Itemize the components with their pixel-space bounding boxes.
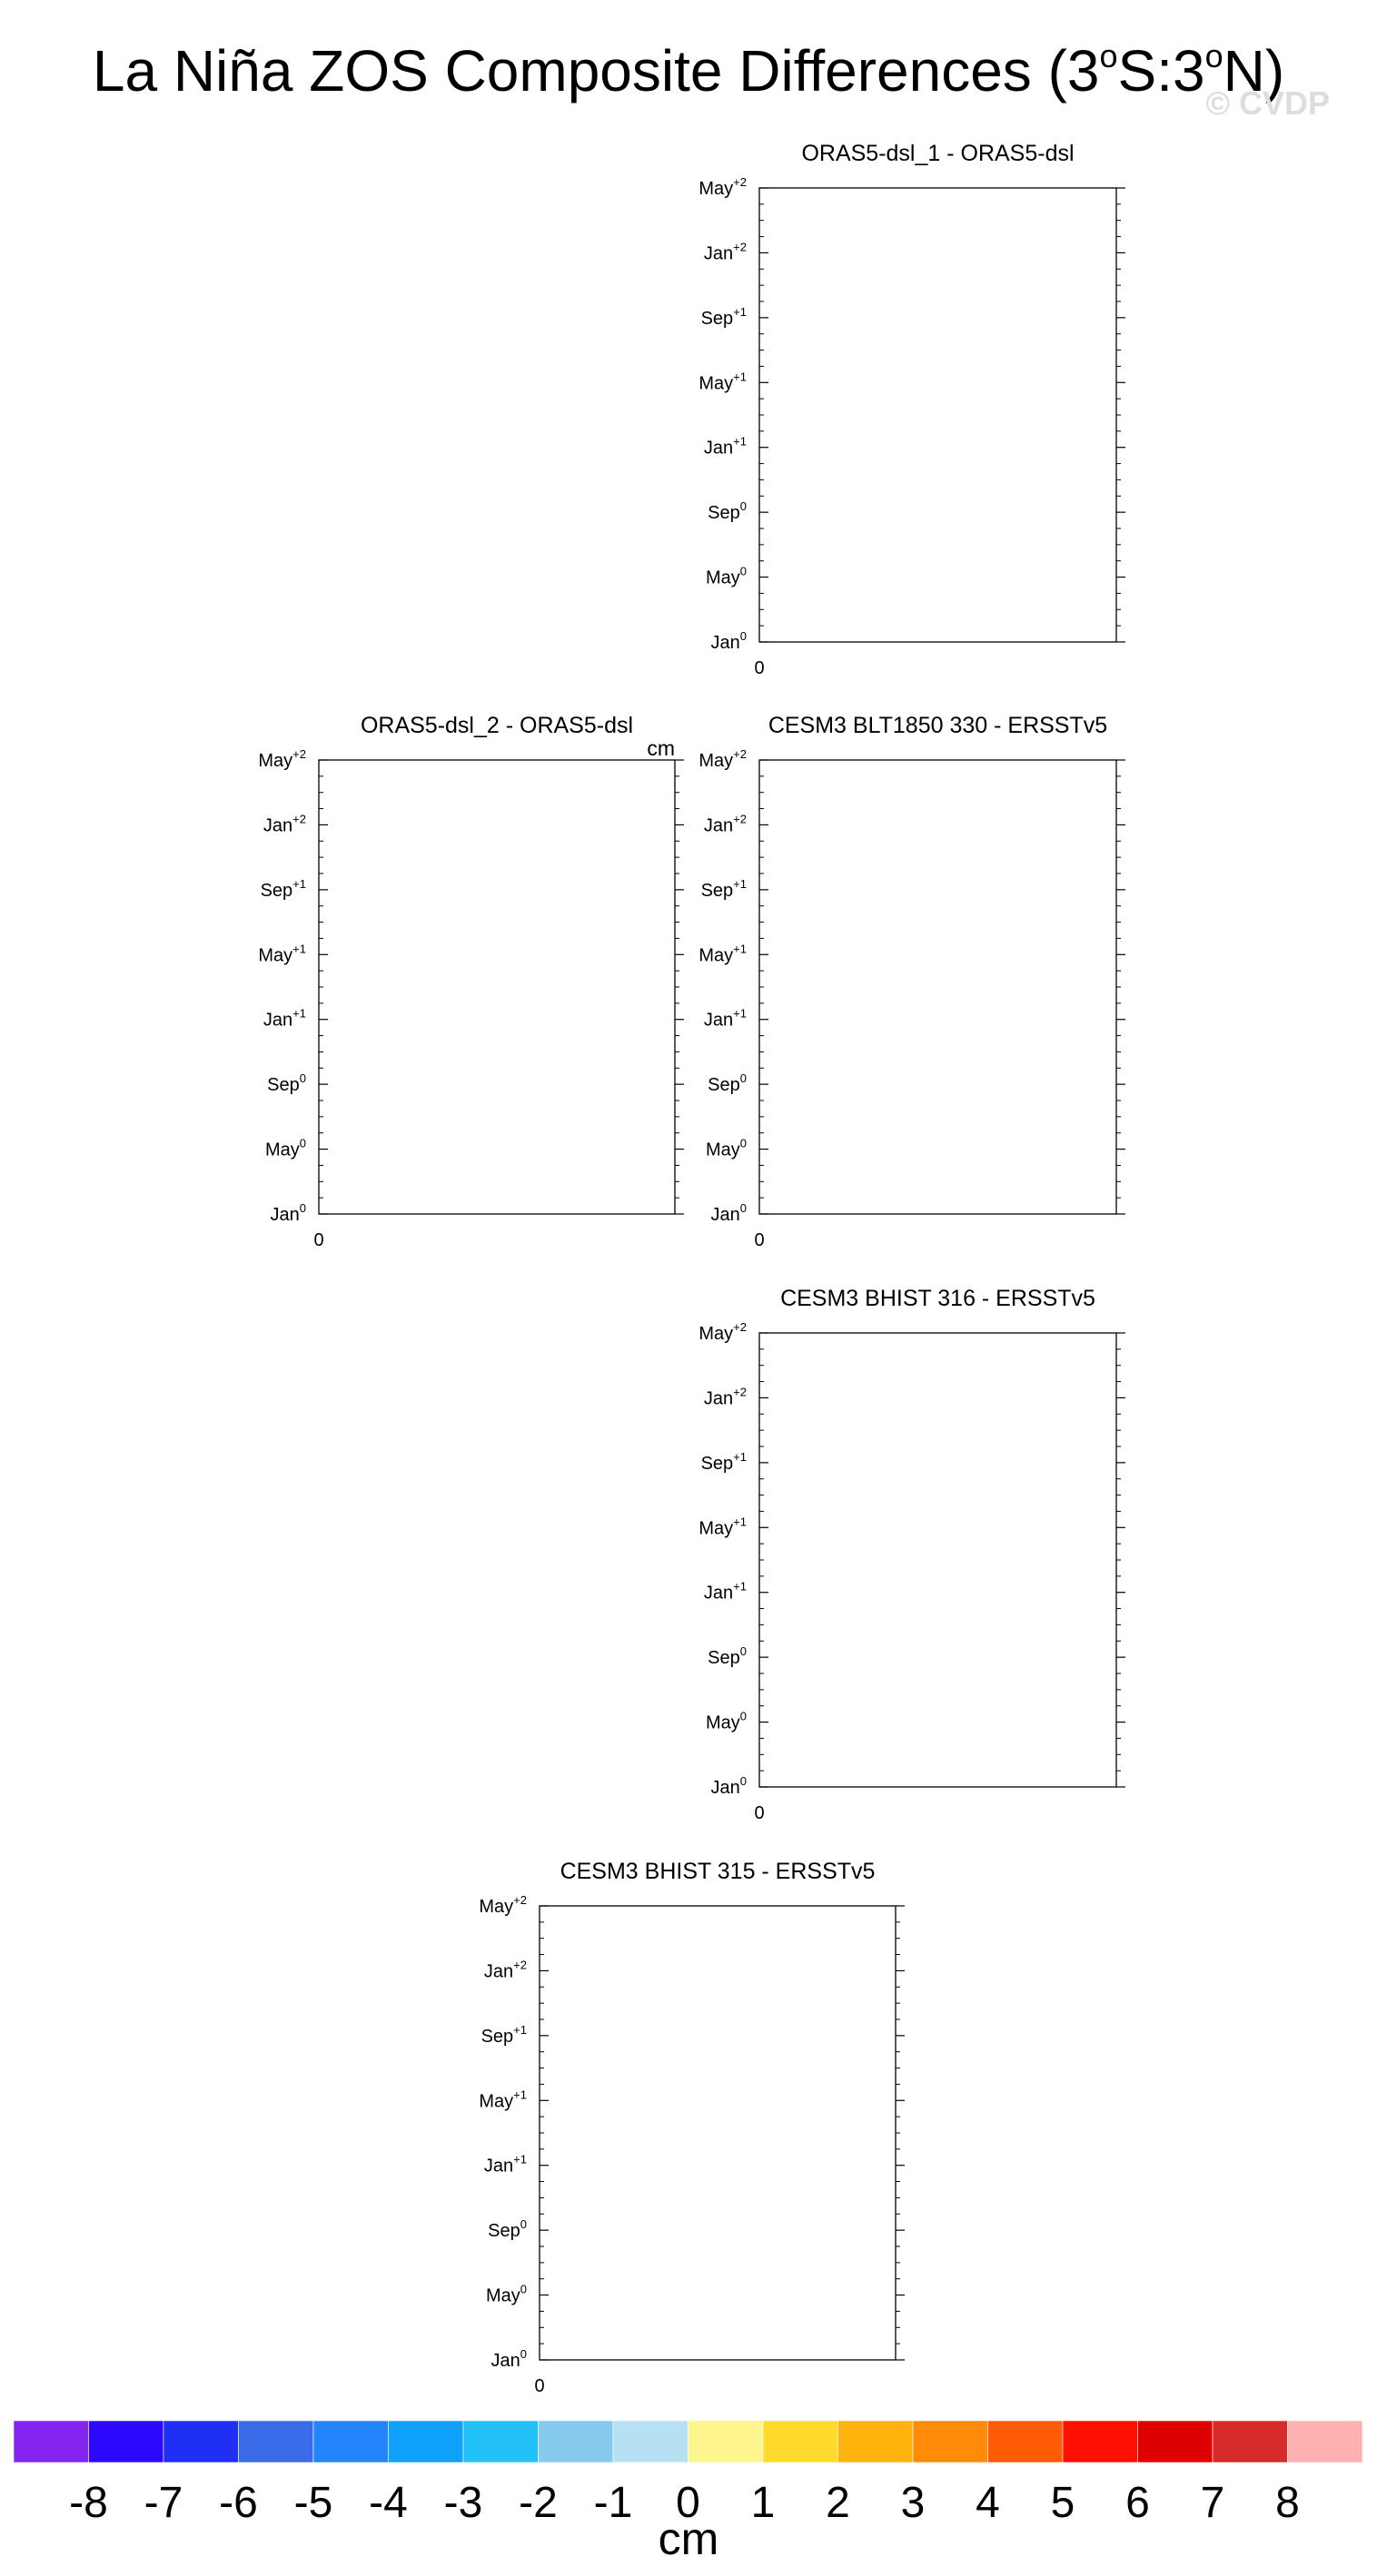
y-tick-label: Sep$^0$ [488,2217,527,2242]
x-tick-label: 0 [534,2376,545,2396]
y-tick-label: Jan$^{+2}$ [703,240,747,264]
colorbar-label: 7 [1200,2479,1225,2527]
y-tick-label: Jan$^0$ [710,1201,747,1225]
y-tick-label: May$^0$ [485,2282,527,2306]
colorbar-swatch [838,2421,914,2462]
units-label: cm [647,736,675,760]
colorbar-label: -8 [69,2479,108,2527]
colorbar-swatch [613,2421,688,2462]
x-tick-label: 0 [754,1803,765,1823]
colorbar-label: -3 [443,2479,483,2527]
colorbar-swatch [313,2421,389,2462]
colorbar-label: -2 [519,2479,558,2527]
x-tick-label: 0 [754,1230,765,1250]
y-tick-label: Sep$^0$ [708,1644,747,1669]
colorbar-swatch [688,2421,764,2462]
colorbar-label: -1 [593,2479,633,2527]
y-tick-label: Jan$^{+1}$ [703,434,747,459]
y-tick-label: Jan$^{+1}$ [483,2152,527,2176]
title-part: S:3 [1117,38,1205,104]
y-tick-label: Jan$^{+2}$ [263,812,306,836]
y-tick-label: Jan$^0$ [490,2347,527,2371]
y-tick-label: Sep$^0$ [708,1071,747,1096]
colorbar-label: -5 [293,2479,333,2527]
colorbar-label: 8 [1275,2479,1300,2527]
colorbar-label: 1 [750,2479,776,2527]
y-tick-label: Jan$^{+1}$ [703,1579,747,1604]
y-tick-label: May$^{+2}$ [698,747,747,771]
y-tick-label: May$^{+1}$ [258,942,306,966]
y-tick-label: May$^{+1}$ [698,370,747,394]
colorbar-label: -6 [219,2479,258,2527]
colorbar-swatch [89,2421,164,2462]
y-tick-label: Jan$^{+1}$ [703,1006,747,1031]
colorbar-swatch [1213,2421,1288,2462]
title-part: N) [1223,38,1285,104]
y-tick-label: Sep$^{+1}$ [480,2022,527,2047]
panel-title: ORAS5-dsl_1 - ORAS5-dsl [801,141,1075,166]
y-tick-label: Jan$^{+2}$ [483,1958,527,1982]
title-part: La Niña ZOS Composite Differences (3 [92,38,1100,104]
colorbar-swatch [988,2421,1064,2462]
colorbar-swatch [389,2421,464,2462]
y-tick-label: May$^{+2}$ [698,1320,747,1344]
colorbar-label: 0 [676,2479,700,2527]
degree-symbol: o [1099,37,1118,74]
y-tick-label: May$^{+1}$ [698,942,747,966]
panel-title: CESM3 BHIST 315 - ERSSTv5 [560,1859,876,1884]
colorbar-label: -4 [369,2479,408,2527]
y-tick-label: May$^{+2}$ [698,175,747,199]
y-tick-label: Sep$^{+1}$ [700,876,747,901]
y-tick-label: Jan$^0$ [270,1201,306,1225]
y-tick-label: Sep$^{+1}$ [700,1449,747,1474]
colorbar-swatch [539,2421,614,2462]
colorbar-swatch [1063,2421,1138,2462]
degree-symbol: o [1204,37,1223,74]
y-tick-label: May$^{+2}$ [479,1893,527,1917]
colorbar-label: -7 [144,2479,183,2527]
colorbar-swatch [1288,2421,1363,2462]
y-tick-label: May$^0$ [705,1709,747,1733]
watermark: © CVDP [1205,84,1330,122]
y-tick-label: May$^{+1}$ [698,1515,747,1539]
y-tick-label: May$^0$ [705,1136,747,1160]
y-tick-label: Jan$^{+2}$ [703,812,747,836]
colorbar-label: 2 [826,2479,850,2527]
colorbar-swatch [14,2421,89,2462]
y-tick-label: May$^0$ [264,1136,306,1160]
colorbar-units: cm [658,2513,719,2564]
colorbar-swatch [463,2421,539,2462]
x-tick-label: 0 [313,1230,324,1250]
y-tick-label: Jan$^{+2}$ [703,1385,747,1409]
y-tick-label: May$^{+2}$ [258,747,306,771]
panel-title: CESM3 BHIST 316 - ERSSTv5 [780,1286,1095,1311]
colorbar-swatch [913,2421,988,2462]
colorbar-label: 6 [1125,2479,1150,2527]
panel-title: CESM3 BLT1850 330 - ERSSTv5 [768,713,1108,738]
y-tick-label: May$^0$ [705,564,747,588]
colorbar-swatch [763,2421,838,2462]
y-tick-label: Sep$^{+1}$ [700,304,747,329]
colorbar-swatch [1138,2421,1214,2462]
y-tick-label: Sep$^{+1}$ [260,876,306,901]
colorbar-label: 4 [976,2479,1000,2527]
colorbar-label: 5 [1050,2479,1075,2527]
colorbar-swatch [239,2421,314,2462]
y-tick-label: Jan$^0$ [710,1774,747,1798]
y-tick-label: Sep$^0$ [708,499,747,524]
x-tick-label: 0 [754,658,765,678]
y-tick-label: Jan$^{+1}$ [263,1006,306,1031]
y-tick-label: Sep$^0$ [267,1071,306,1096]
panel-title: ORAS5-dsl_2 - ORAS5-dsl [360,713,634,738]
colorbar-swatch [163,2421,239,2462]
y-tick-label: Jan$^0$ [710,629,747,653]
colorbar-label: 3 [900,2479,926,2527]
y-tick-label: May$^{+1}$ [479,2087,527,2112]
